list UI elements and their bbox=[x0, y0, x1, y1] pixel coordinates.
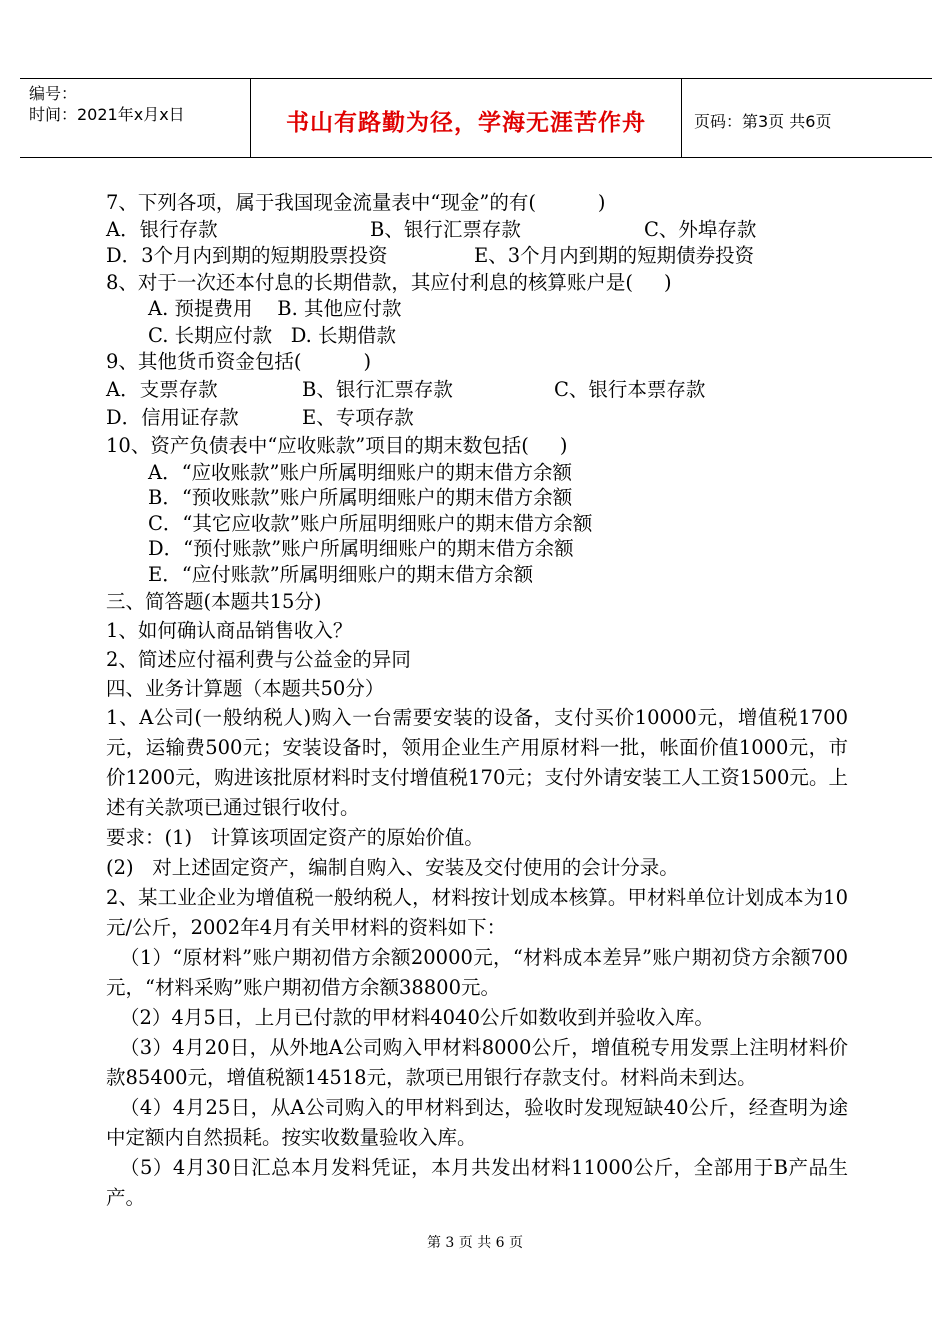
option-d: D．3个月内到期的短期股票投资 bbox=[106, 244, 388, 267]
option-e: E、专项存款 bbox=[302, 406, 414, 429]
question-9-options-row1 bbox=[106, 377, 848, 405]
question-7-options-row1 bbox=[106, 217, 848, 244]
question-8-options-row1: A. 预提费用 B. 其他应付款 bbox=[148, 297, 402, 320]
problem-2-item-1: （1）“原材料”账户期初借方余额20000元，“材料成本差异”账户期初贷方余额700元，“材料采购”账户期初借方余额38800元。 bbox=[106, 946, 848, 999]
option-c: C、银行本票存款 bbox=[554, 378, 706, 401]
page-header bbox=[20, 78, 932, 158]
option-a: A．银行存款 bbox=[106, 217, 218, 241]
question-10-stem: 10、资产负债表中“应收账款”项目的期末数包括( ) bbox=[106, 434, 568, 457]
problem-1-requirement-1: 要求：(1) 计算该项固定资产的原始价值。 bbox=[106, 826, 484, 849]
question-10-option-c: C．“其它应收款”账户所屈明细账户的期末借方余额 bbox=[148, 511, 593, 535]
problem-2-item-3: （3）4月20日，从外地A公司购入甲材料8000公斤，增值税专用发票上注明材料价款85400元，增值税额14518元，款项已用银行存款支付。材料尚未到达。 bbox=[106, 1036, 848, 1089]
serial-number-label: 编号： bbox=[29, 84, 78, 103]
question-10-option-d: D．“预付账款”账户所属明细账户的期末借方余额 bbox=[148, 537, 574, 560]
section-3-item-2: 2、简述应付福利费与公益金的异同 bbox=[106, 648, 411, 671]
motto-text: 书山有路勤为径，学海无涯苦作舟 bbox=[286, 110, 646, 136]
question-10-option-e: E．“应付账款”所属明细账户的期末借方余额 bbox=[148, 562, 534, 586]
question-9-options-row2 bbox=[106, 405, 848, 433]
question-7-stem: 7、下列各项，属于我国现金流量表中“现金”的有( ) bbox=[106, 191, 606, 214]
problem-2-item-4: （4）4月25日，从A公司购入的甲材料到达，验收时发现短缺40公斤，经查明为途中定额内自然损耗。按实收数量验收入库。 bbox=[106, 1096, 848, 1149]
problem-1-requirement-2: (2) 对上述固定资产，编制自购入、安装及交付使用的会计分录。 bbox=[106, 856, 679, 879]
section-3-title: 三、简答题(本题共15分) bbox=[106, 590, 322, 613]
option-a: A．支票存款 bbox=[106, 378, 218, 401]
option-b: B、银行汇票存款 bbox=[370, 217, 521, 241]
header-motto-cell bbox=[251, 79, 682, 157]
document-body bbox=[106, 190, 848, 1213]
option-e: E、3个月内到期的短期债券投资 bbox=[474, 244, 755, 267]
question-8-stem: 8、对于一次还本付息的长期借款，其应付利息的核算账户是( ) bbox=[106, 270, 672, 294]
question-10-option-a: A．“应收账款”账户所属明细账户的期末借方余额 bbox=[148, 460, 573, 484]
problem-1-text: 1、A公司(一般纳税人)购入一台需要安装的设备，支付买价10000元，增值税1700元，运输费500元；安装设备时，领用企业生产用原材料一批，帐面价值1000元，市价1200元，购进该批原材料时支付增值税170元；支付外请安装工人工资1500元。上述有关款项已通过银行收付。 bbox=[106, 706, 848, 819]
date-label: 时间：2021年x月x日 bbox=[29, 105, 185, 124]
header-page-cell bbox=[682, 79, 932, 157]
problem-2-item-5: （5）4月30日汇总本月发料凭证，本月共发出材料11000公斤，全部用于B产品生产。 bbox=[106, 1156, 848, 1209]
question-8-options-row2: C. 长期应付款 D. 长期借款 bbox=[148, 323, 397, 347]
page-info: 页码：第3页 共6页 bbox=[694, 112, 832, 131]
section-4-title: 四、业务计算题（本题共50分） bbox=[106, 677, 385, 700]
option-d: D．信用证存款 bbox=[106, 406, 239, 429]
question-10-option-b: B．“预收账款”账户所属明细账户的期末借方余额 bbox=[148, 486, 573, 509]
problem-2-text: 2、某工业企业为增值税一般纳税人，材料按计划成本核算。甲材料单位计划成本为10元/公斤，2002年4月有关甲材料的资料如下： bbox=[106, 886, 848, 939]
option-b: B、银行汇票存款 bbox=[302, 378, 453, 401]
question-7-options-row2 bbox=[106, 243, 848, 270]
header-meta-cell bbox=[20, 79, 251, 157]
option-c: C、外埠存款 bbox=[644, 217, 757, 241]
page-footer: 第 3 页 共 6 页 bbox=[426, 1235, 524, 1251]
section-3-item-1: 1、如何确认商品销售收入？ bbox=[106, 619, 353, 642]
problem-2-item-2: （2）4月5日，上月已付款的甲材料4040公斤如数收到并验收入库。 bbox=[120, 1006, 714, 1029]
question-9-stem: 9、其他货币资金包括( ) bbox=[106, 350, 372, 373]
